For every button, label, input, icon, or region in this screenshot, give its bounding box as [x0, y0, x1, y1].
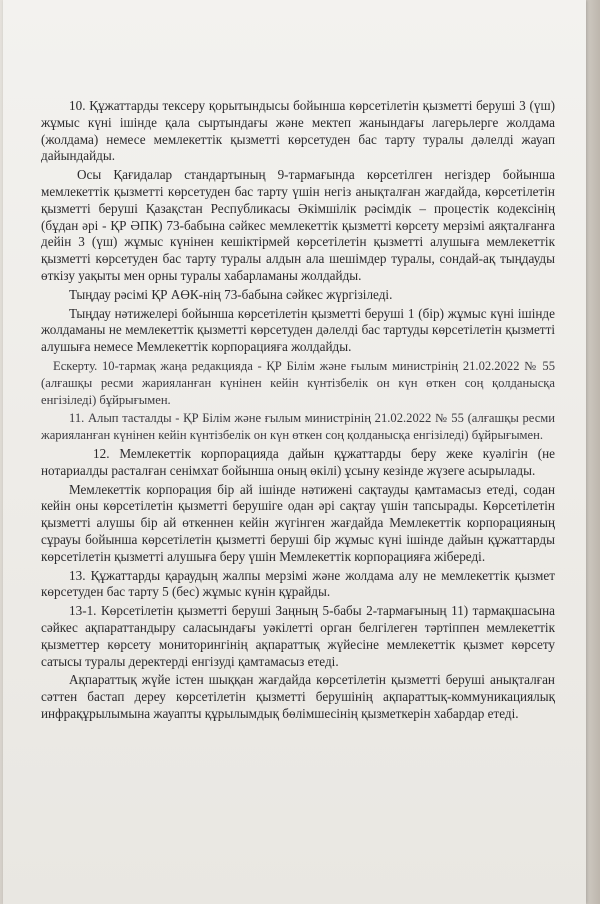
- paragraph-hearing-results: Тыңдау нәтижелері бойынша көрсетілетін қызметті беруші 1 (бір) жұмыс күні ішінде жолдаманы не мемлекеттік қызметті көрсетуден дәлелді бас тартуды көрсетілетін қызметті алушыға немесе Мемлекеттік корпорацияға жолдайды.: [41, 305, 555, 355]
- paragraph-system-failure: Ақпараттық жүйе істен шыққан жағдайда көрсетілетін қызметті беруші анықталған сәттен бастап дереу көрсетілетін қызметті берушінің ақпараттық-коммуникациялық инфрақұрылымына жауапты құрылымдық бөлімшесінің қызметкерін хабардар етеді.: [41, 672, 555, 721]
- paragraph-13-1: 13-1. Көрсетілетін қызметті беруші Заңның 5-бабы 2-тармағының 11) тармақшасына сәйкес ақпараттандыру саласындағы уәкілетті орган белгілеген тәртіппен мемлекеттік қызметтер көрсету мониторингінің ақпараттық жүйесіне мемлекеттік қызмет көрсету сатысы туралы деректерді енгізуді қамтамасыз етеді.: [41, 603, 555, 669]
- paragraph-12: 12. Мемлекеттік корпорацияда дайын құжаттарды беру жеке куәлігін (не нотариалды расталған сенімхат бойынша оның өкілі) ұсыну кезінде жүзеге асырылады.: [41, 445, 555, 478]
- document-body: [41, 98, 555, 725]
- page-edge: [586, 0, 600, 904]
- paragraph-storage: Мемлекеттік корпорация бір ай ішінде нәтижені сақтауды қамтамасыз етеді, содан кейін оны көрсетілетін қызметті берушіге одан әрі сақтау үшін тапсырады. Көрсетілетін қызметті алушы бір ай өткеннен кейін жүгінген жағдайда Мемлекеттік корпорацияның сұрауы бойынша көрсетілетін қызметті беруші бір жұмыс күні ішінде дайын құжаттарды көрсетілетін қызметті алушыға беру үшін Мемлекеттік корпорацияға жібереді.: [41, 481, 555, 564]
- paragraph-11-removed: 11. Алып тасталды - ҚР Білім және ғылым министрінің 21.02.2022 № 55 (алғашқы ресми жарияланған күнінен кейін күнтізбелік он күн өткен соң қолданысқа енгізіледі) бұйрығымен.: [41, 411, 555, 443]
- paragraph-10: 10. Құжаттарды тексеру қорытындысы бойынша көрсетілетін қызметті беруші 3 (үш) жұмыс күні ішінде қала сыртындағы және мектеп жанындағы лагерьлерге жолдама (жолдама) немесе мемлекеттік қызметті көрсетуден бас тарту туралы дәлелді жауап дайындайды.: [41, 98, 555, 164]
- paragraph-grounds-refusal: Осы Қағидалар стандартының 9-тармағында көрсетілген негіздер бойынша мемлекеттік қызметті көрсетуден бас тарту үшін негіз анықталған жағдайда, көрсетілетін қызметті беруші Қазақстан Республикасы Әкімшілік рәсімдік – процестік кодексінің (бұдан әрі - ҚР ӘПК) 73-бабына сәйкес мемлекеттік қызметті көрсету мерзімі аяқталғанға дейін 3 (үш) жұмыс күнінен кешіктірмей көрсетілетін қызметті алушыға мемлекеттік қызметті көрсетуден бас тарту туралы алдын ала шешімдер туралы, сондай-ақ тыңдауды өткізу уақыты мен орны туралы хабарламаны жолдайды.: [41, 167, 555, 283]
- paragraph-note-10: Ескерту. 10-тармақ жаңа редакцияда - ҚР Білім және ғылым министрінің 21.02.2022 № 55 (алғашқы ресми жарияланған күнінен кейін күнтізбелік он күн өткен соң қолданысқа енгізіледі) бұйрығымен.: [41, 358, 555, 407]
- paragraph-13: 13. Құжаттарды қараудың жалпы мерзімі және жолдама алу не мемлекеттік қызмет көрсетуден бас тарту 5 (бес) жұмыс күнін құрайды.: [41, 567, 555, 600]
- document-page: [3, 0, 586, 904]
- paragraph-hearing-procedure: Тыңдау рәсімі ҚР АӨК-нің 73-бабына сәйкес жүргізіледі.: [69, 286, 393, 302]
